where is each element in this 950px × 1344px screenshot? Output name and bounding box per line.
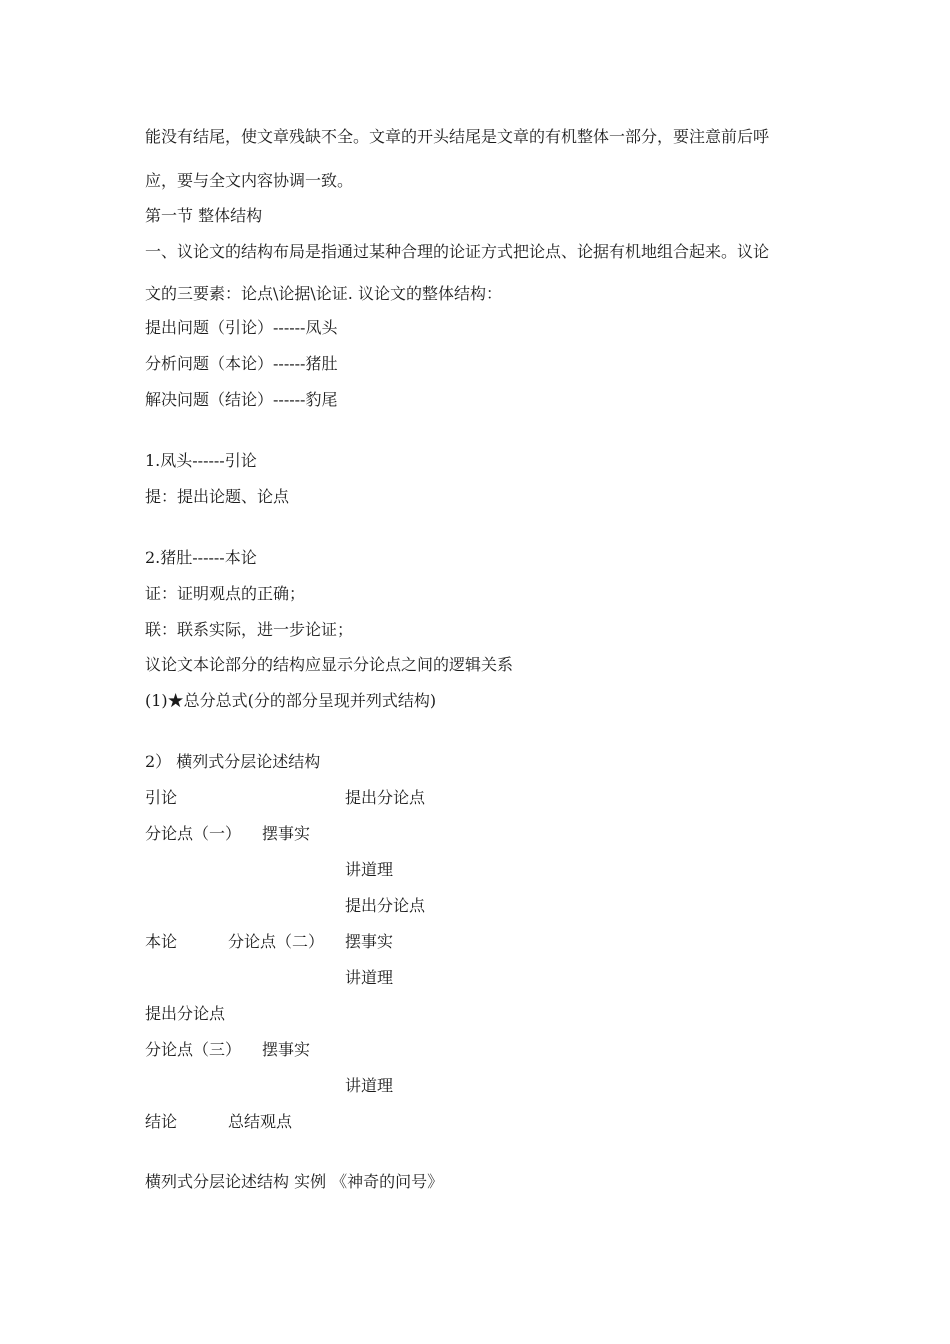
table-cell: 提出分论点 — [145, 1004, 226, 1023]
structure-line-intro: 提出问题（引论）------凤头 — [145, 318, 338, 337]
structure-line-conclusion: 解决问题（结论）------豹尾 — [145, 390, 338, 409]
table-cell: 提出分论点 — [345, 788, 426, 807]
intro-line-2: 应，要与全文内容协调一致。 — [145, 171, 354, 190]
part2-heading: 2.猪肚------本论 — [145, 548, 257, 567]
intro-line-1: 能没有结尾，使文章残缺不全。文章的开头结尾是文章的有机整体一部分，要注意前后呼 — [145, 127, 770, 146]
section-paragraph-line-1: 一、议论文的结构布局是指通过某种合理的论证方式把论点、论据有机地组合起来。议论 — [145, 242, 770, 261]
table-cell: 讲道理 — [345, 968, 394, 987]
section-paragraph-line-2: 文的三要素：论点\论据\论证. 议论文的整体结构： — [145, 284, 502, 303]
table-cell: 提出分论点 — [345, 896, 426, 915]
part3-heading: 2） 横列式分层论述结构 — [145, 752, 321, 771]
part2-item-logic: 议论文本论部分的结构应显示分论点之间的逻辑关系 — [145, 655, 514, 674]
table-cell: 本论 — [145, 932, 178, 951]
part2-item-style: (1)★总分总式(分的部分呈现并列式结构) — [145, 691, 437, 710]
part2-item-prove: 证：证明观点的正确； — [145, 584, 306, 603]
table-cell: 分论点（二） — [228, 932, 325, 951]
part1-heading: 1.凤头------引论 — [145, 451, 257, 470]
table-cell: 引论 — [145, 788, 178, 807]
table-cell: 摆事实 — [262, 1040, 311, 1059]
part2-item-connect: 联：联系实际，进一步论证； — [145, 620, 354, 639]
example-line: 横列式分层论述结构 实例 《神奇的问号》 — [145, 1172, 444, 1191]
section-title: 第一节 整体结构 — [145, 206, 263, 225]
part1-item: 提：提出论题、论点 — [145, 487, 290, 506]
table-cell: 摆事实 — [262, 824, 311, 843]
table-cell: 结论 — [145, 1112, 178, 1131]
table-cell: 分论点（三） — [145, 1040, 242, 1059]
table-cell: 讲道理 — [345, 860, 394, 879]
structure-line-body: 分析问题（本论）------猪肚 — [145, 354, 338, 373]
table-cell: 摆事实 — [345, 932, 394, 951]
table-cell: 分论点（一） — [145, 824, 242, 843]
table-cell: 讲道理 — [345, 1076, 394, 1095]
table-cell: 总结观点 — [228, 1112, 293, 1131]
